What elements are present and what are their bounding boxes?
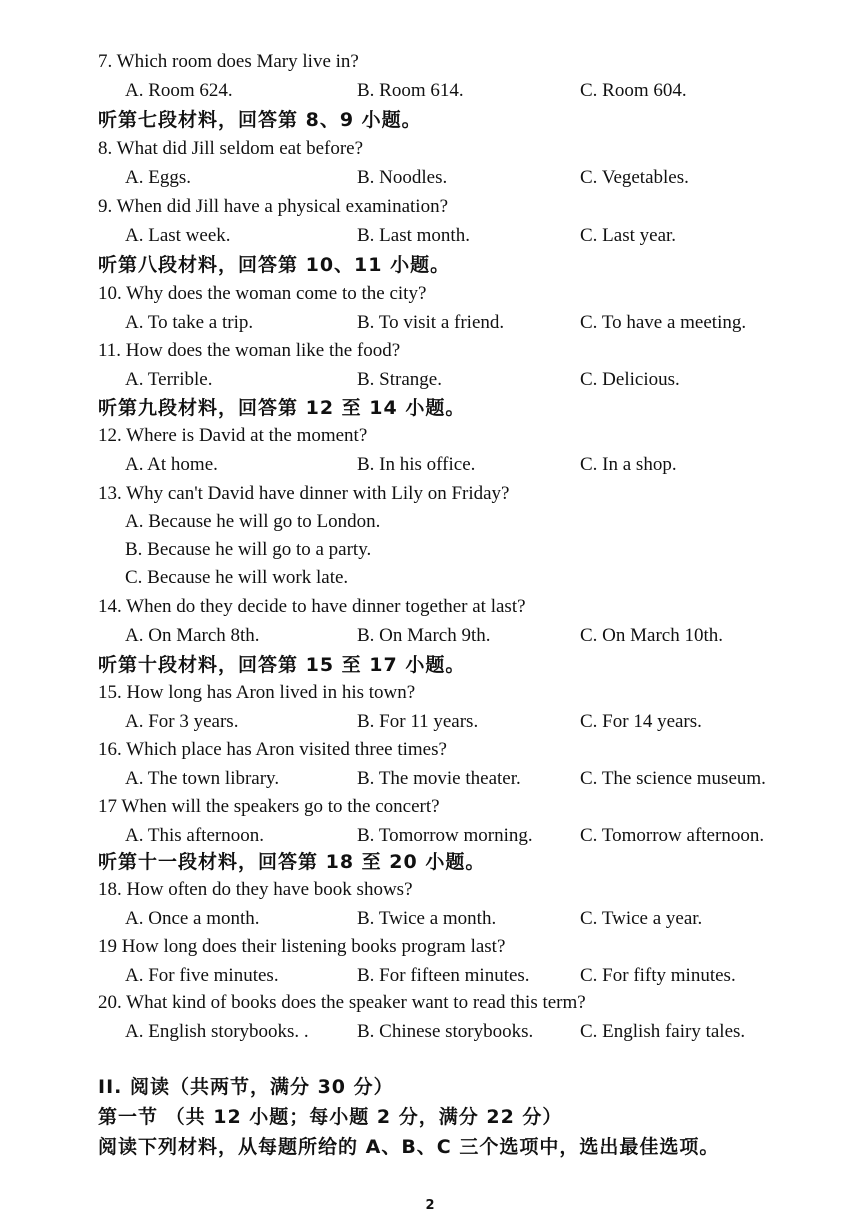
q18-option-b: B. Twice a month. bbox=[357, 908, 497, 929]
question-9: 9. When did Jill have a physical examination? bbox=[98, 196, 448, 217]
q11-option-c: C. Delicious. bbox=[580, 369, 680, 390]
question-12: 12. Where is David at the moment? bbox=[98, 425, 368, 446]
q17-option-b: B. Tomorrow morning. bbox=[357, 825, 533, 846]
q12-option-c: C. In a shop. bbox=[580, 454, 677, 475]
q16-option-c: C. The science museum. bbox=[580, 768, 766, 789]
question-14: 14. When do they decide to have dinner together at last? bbox=[98, 596, 526, 617]
question-11: 11. How does the woman like the food? bbox=[98, 340, 401, 361]
q17-option-c: C. Tomorrow afternoon. bbox=[580, 825, 765, 846]
q14-option-a: A. On March 8th. bbox=[125, 625, 260, 646]
question-10: 10. Why does the woman come to the city? bbox=[98, 283, 427, 304]
question-18: 18. How often do they have book shows? bbox=[98, 879, 413, 900]
question-20: 20. What kind of books does the speaker want to read this term? bbox=[98, 992, 586, 1013]
section-heading-one: 第一节 （共 12 小题；每小题 2 分，满分 22 分） bbox=[98, 1106, 563, 1128]
q9-option-a: A. Last week. bbox=[125, 225, 231, 246]
q16-option-a: A. The town library. bbox=[125, 768, 280, 789]
q7-option-b: B. Room 614. bbox=[357, 80, 464, 101]
section-instruction-11: 听第十一段材料，回答第 18 至 20 小题。 bbox=[98, 851, 486, 873]
question-15: 15. How long has Aron lived in his town? bbox=[98, 682, 416, 703]
section-instruction-7: 听第七段材料，回答第 8、9 小题。 bbox=[98, 109, 422, 131]
q19-option-a: A. For five minutes. bbox=[125, 965, 279, 986]
q7-option-a: A. Room 624. bbox=[125, 80, 233, 101]
q18-option-c: C. Twice a year. bbox=[580, 908, 703, 929]
q10-option-c: C. To have a meeting. bbox=[580, 312, 747, 333]
page-number: 2 bbox=[425, 1198, 435, 1213]
q11-option-b: B. Strange. bbox=[357, 369, 442, 390]
question-19: 19 How long does their listening books program last? bbox=[98, 936, 506, 957]
q14-option-c: C. On March 10th. bbox=[580, 625, 724, 646]
q13-option-b: B. Because he will go to a party. bbox=[125, 539, 372, 560]
section-instruction-10: 听第十段材料，回答第 15 至 17 小题。 bbox=[98, 654, 466, 676]
q19-option-b: B. For fifteen minutes. bbox=[357, 965, 530, 986]
question-17: 17 When will the speakers go to the concert? bbox=[98, 796, 440, 817]
q14-option-b: B. On March 9th. bbox=[357, 625, 491, 646]
q17-option-a: A. This afternoon. bbox=[125, 825, 264, 846]
question-13: 13. Why can't David have dinner with Lily on Friday? bbox=[98, 483, 510, 504]
q10-option-a: A. To take a trip. bbox=[125, 312, 254, 333]
reading-instruction: 阅读下列材料，从每题所给的 A、B、C 三个选项中，选出最佳选项。 bbox=[98, 1136, 720, 1158]
question-7: 7. Which room does Mary live in? bbox=[98, 51, 359, 72]
q12-option-b: B. In his office. bbox=[357, 454, 476, 475]
q15-option-a: A. For 3 years. bbox=[125, 711, 239, 732]
q9-option-b: B. Last month. bbox=[357, 225, 470, 246]
q11-option-a: A. Terrible. bbox=[125, 369, 213, 390]
q20-option-b: B. Chinese storybooks. bbox=[357, 1021, 534, 1042]
q8-option-c: C. Vegetables. bbox=[580, 167, 689, 188]
q13-option-a: A. Because he will go to London. bbox=[125, 511, 381, 532]
q12-option-a: A. At home. bbox=[125, 454, 218, 475]
q20-option-a: A. English storybooks. . bbox=[125, 1021, 309, 1042]
section-instruction-8: 听第八段材料，回答第 10、11 小题。 bbox=[98, 254, 451, 276]
q10-option-b: B. To visit a friend. bbox=[357, 312, 505, 333]
q18-option-a: A. Once a month. bbox=[125, 908, 260, 929]
q8-option-a: A. Eggs. bbox=[125, 167, 191, 188]
q20-option-c: C. English fairy tales. bbox=[580, 1021, 746, 1042]
q13-option-c: C. Because he will work late. bbox=[125, 567, 349, 588]
q7-option-c: C. Room 604. bbox=[580, 80, 687, 101]
question-16: 16. Which place has Aron visited three times? bbox=[98, 739, 447, 760]
q15-option-b: B. For 11 years. bbox=[357, 711, 479, 732]
q9-option-c: C. Last year. bbox=[580, 225, 677, 246]
q16-option-b: B. The movie theater. bbox=[357, 768, 521, 789]
part-heading-reading: II. 阅读（共两节，满分 30 分） bbox=[98, 1076, 394, 1098]
question-8: 8. What did Jill seldom eat before? bbox=[98, 138, 364, 159]
q19-option-c: C. For fifty minutes. bbox=[580, 965, 736, 986]
q8-option-b: B. Noodles. bbox=[357, 167, 448, 188]
section-instruction-9: 听第九段材料，回答第 12 至 14 小题。 bbox=[98, 397, 466, 419]
q15-option-c: C. For 14 years. bbox=[580, 711, 702, 732]
